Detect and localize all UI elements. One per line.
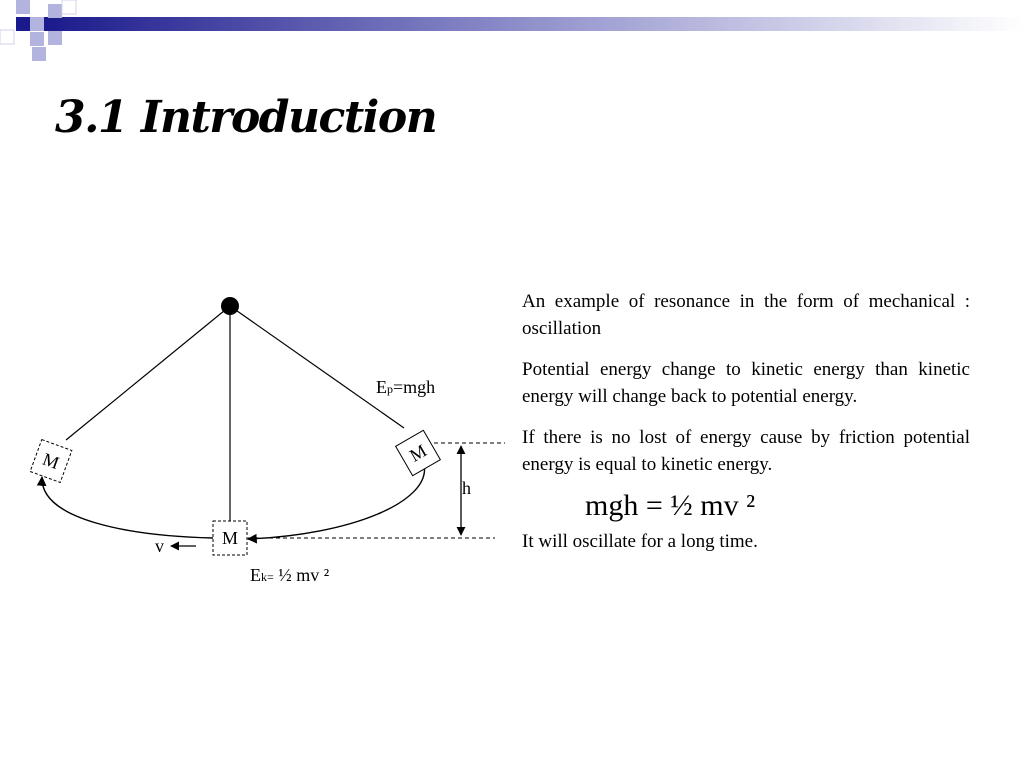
kinetic-energy-label: Ek= ½ mv ²	[250, 565, 330, 585]
decor-square	[16, 17, 30, 31]
decor-square	[32, 47, 46, 61]
string-left	[66, 306, 230, 440]
paragraph-resonance: An example of resonance in the form of mechanical : oscillation	[522, 291, 970, 339]
decor-square	[48, 31, 62, 45]
mass-right-label: M	[406, 440, 430, 466]
pendulum-diagram	[0, 280, 520, 600]
decor-square	[30, 0, 44, 14]
decor-square	[30, 32, 44, 46]
height-label: h	[462, 478, 471, 498]
mass-center-label: M	[221, 528, 239, 548]
header-decoration	[0, 0, 1024, 62]
explanation-text	[522, 288, 970, 569]
mass-center	[213, 521, 247, 555]
decor-square	[48, 4, 62, 18]
decor-square	[30, 17, 44, 31]
paragraph-energy-change: Potential energy change to kinetic energy than kinetic energy will change back to potential energy.	[522, 359, 970, 407]
mass-left	[30, 440, 72, 483]
header-gradient-bar	[42, 17, 1024, 31]
string-right	[230, 306, 404, 428]
swing-arc-right	[248, 464, 425, 539]
potential-energy-label: Ep=mgh	[376, 377, 436, 397]
paragraph-no-friction: If there is no lost of energy cause by friction potential energy is equal to kinetic energy.	[522, 427, 970, 475]
decor-square	[0, 30, 14, 44]
paragraph-oscillate: It will oscillate for a long time.	[522, 531, 758, 552]
mass-right	[396, 430, 441, 475]
mass-left-label: M	[40, 448, 62, 474]
swing-arc-left	[42, 477, 213, 538]
decor-square	[2, 0, 16, 14]
velocity-label: v	[155, 536, 164, 556]
decor-square	[16, 0, 30, 14]
energy-equation: mgh = ½ mv ²	[585, 489, 756, 522]
slide-title: 3.1 Introduction	[55, 92, 437, 143]
decor-square	[62, 0, 76, 14]
